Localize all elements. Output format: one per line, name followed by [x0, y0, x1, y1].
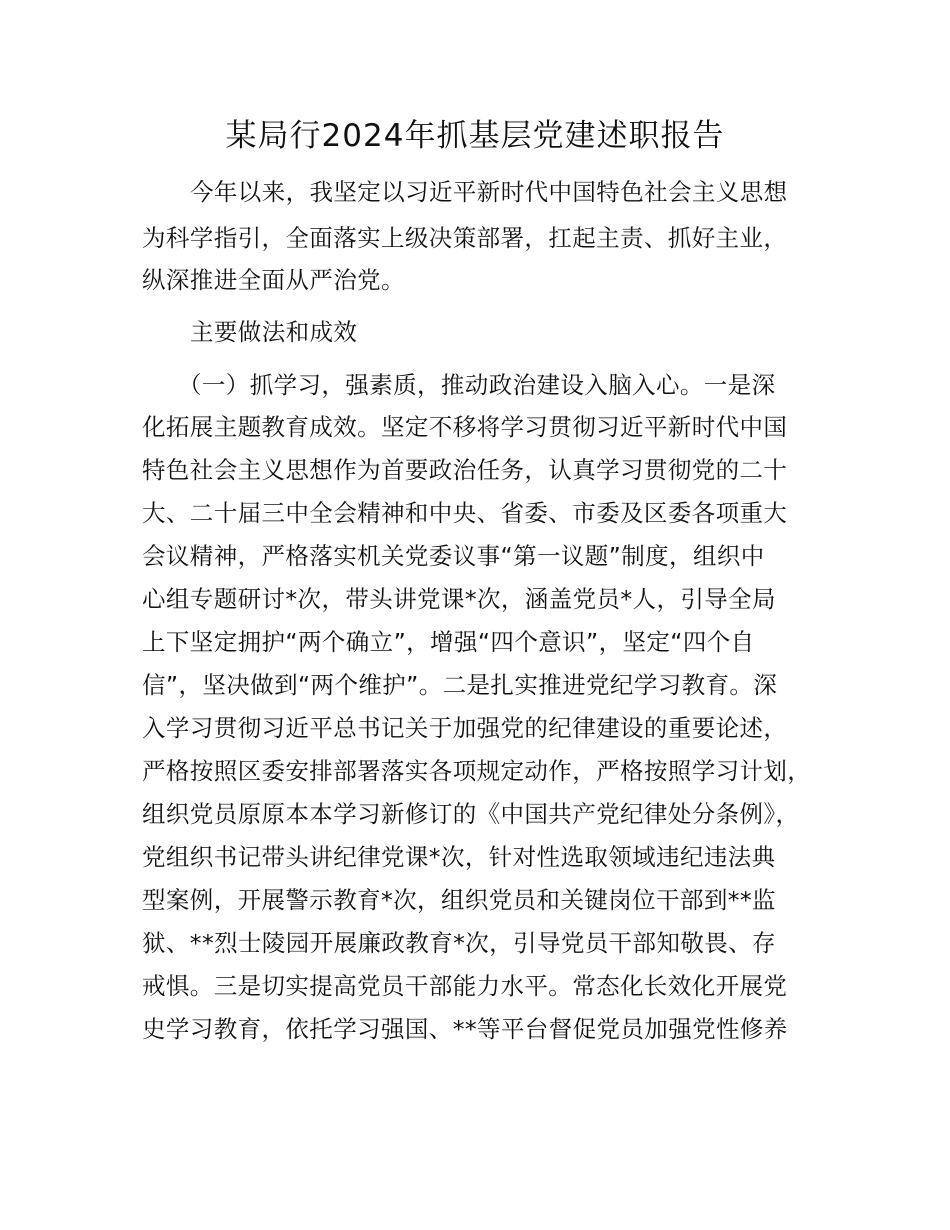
intro-line: 纵深推进全面从严治党。: [142, 266, 405, 294]
body-line: 入学习贯彻习近平总书记关于加强党的纪律建设的重要论述，: [142, 714, 788, 742]
body-line: 会议精神，严格落实机关党委议事“第一议题”制度，组织中: [142, 542, 765, 570]
body-line: 组织党员原原本本学习新修订的《中国共产党纪律处分条例》，: [142, 800, 800, 828]
body-line: 严格按照区委安排部署落实各项规定动作，严格按照学习计划，: [142, 757, 812, 785]
body-line: 型案例，开展警示教育*次，组织党员和关键岗位干部到**监: [142, 886, 776, 914]
body-line: 大、二十届三中全会精神和中央、省委、市委及区委各项重大: [142, 499, 788, 527]
body-line: （一）抓学习，强素质，推动政治建设入脑入心。一是深: [178, 371, 776, 399]
body-line: 党组织书记带头讲纪律党课*次，针对性选取领域违纪违法典: [142, 843, 776, 871]
intro-line: 今年以来，我坚定以习近平新时代中国特色社会主义思想: [190, 178, 788, 206]
section-heading: 主要做法和成效: [190, 318, 358, 346]
document-title: 某局行2024年抓基层党建述职报告: [225, 118, 725, 154]
body-line: 狱、**烈士陵园开展廉政教育*次，引导党员干部知敬畏、存: [142, 929, 776, 957]
body-line: 史学习教育，依托学习强国、**等平台督促党员加强党性修养: [142, 1015, 788, 1043]
body-line: 化拓展主题教育成效。坚定不移将学习贯彻习近平新时代中国: [142, 413, 788, 441]
body-line: 上下坚定拥护“两个确立”，增强“四个意识”，坚定“四个自: [142, 628, 755, 656]
intro-line: 为科学指引，全面落实上级决策部署，扛起主责、抓好主业，: [142, 224, 788, 252]
body-line: 心组专题研讨*次，带头讲党课*次，涵盖党员*人，引导全局: [142, 585, 776, 613]
body-line: 信”，坚决做到“两个维护”。二是扎实推进党纪学习教育。深: [142, 671, 778, 699]
body-line: 戒惧。三是切实提高党员干部能力水平。常态化长效化开展党: [142, 972, 788, 1000]
body-line: 特色社会主义思想作为首要政治任务，认真学习贯彻党的二十: [142, 456, 788, 484]
